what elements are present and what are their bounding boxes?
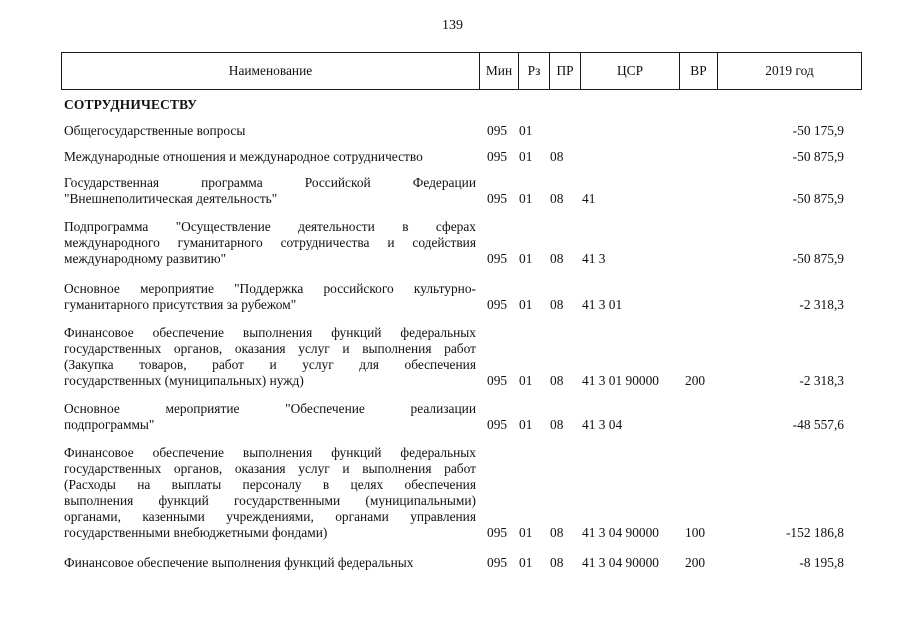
row-min: 095 <box>487 417 508 432</box>
row-name <box>64 555 476 571</box>
row-min: 095 <box>487 251 508 266</box>
row-pr: 08 <box>550 149 564 164</box>
row-sum: -152 186,8 <box>785 525 844 540</box>
row-rz: 01 <box>519 123 533 138</box>
row-min: 095 <box>487 149 508 164</box>
row-name-line: "Внешнеполитическая деятельность" <box>64 191 278 206</box>
row-sum: -2 318,3 <box>799 297 844 312</box>
page-number: 139 <box>442 18 463 33</box>
row-csr: 41 3 04 90000 <box>582 555 659 570</box>
row-sum: -50 175,9 <box>792 123 844 138</box>
row-name-line: государственных органов, оказания услуг и выполнения работ <box>64 461 476 476</box>
row-name-line: международному развитию" <box>64 251 227 266</box>
row-pr: 08 <box>550 297 564 312</box>
row-name <box>64 175 476 207</box>
row-rz: 01 <box>519 373 533 388</box>
row-name <box>64 445 476 541</box>
row-vr: 100 <box>685 525 706 540</box>
row-name-line: Финансовое обеспечение выполнения функций федеральных <box>64 445 476 460</box>
row-min: 095 <box>487 123 508 138</box>
row-csr: 41 3 01 90000 <box>582 373 659 388</box>
row-name-line: (Расходы на выплаты персоналу в целях обеспечения <box>64 477 476 492</box>
row-rz: 01 <box>519 525 533 540</box>
row-name <box>64 219 476 267</box>
row-name-line: Государственная программа Российской Федерации <box>64 175 476 190</box>
row-rz: 01 <box>519 191 533 206</box>
row-sum: -48 557,6 <box>792 417 844 432</box>
row-name <box>64 123 476 139</box>
row-name-line: Основное мероприятие "Обеспечение реализации <box>64 401 476 416</box>
row-rz: 01 <box>519 149 533 164</box>
row-name <box>64 325 476 389</box>
row-name-line: Международные отношения и международное сотрудничество <box>64 149 423 164</box>
table-header <box>61 52 862 90</box>
row-pr: 08 <box>550 555 564 570</box>
row-pr: 08 <box>550 417 564 432</box>
header-rz: Рз <box>518 53 549 89</box>
row-min: 095 <box>487 525 508 540</box>
row-rz: 01 <box>519 417 533 432</box>
row-sum: -50 875,9 <box>792 149 844 164</box>
row-pr: 08 <box>550 191 564 206</box>
row-name-line: (Закупка товаров, работ и услуг для обеспечения <box>64 357 476 372</box>
row-csr: 41 3 01 <box>582 297 623 312</box>
header-min: Мин <box>479 53 518 89</box>
row-rz: 01 <box>519 251 533 266</box>
row-rz: 01 <box>519 297 533 312</box>
row-name-line: Финансовое обеспечение выполнения функций федеральных <box>64 325 476 340</box>
row-name-line: выполнения функций государственными (муниципальными) <box>64 493 476 508</box>
row-name-line: Основное мероприятие "Поддержка российского культурно- <box>64 281 476 296</box>
row-name <box>64 281 476 313</box>
row-sum: -50 875,9 <box>792 251 844 266</box>
row-csr: 41 3 04 <box>582 417 623 432</box>
row-min: 095 <box>487 297 508 312</box>
row-name-line: органами, казенными учреждениями, органами управления <box>64 509 476 524</box>
row-name <box>64 401 476 433</box>
row-min: 095 <box>487 373 508 388</box>
row-name-line: Подпрограмма "Осуществление деятельности в сферах <box>64 219 476 234</box>
row-name-line: подпрограммы" <box>64 417 155 432</box>
row-min: 095 <box>487 191 508 206</box>
row-rz: 01 <box>519 555 533 570</box>
row-name-line: гуманитарного присутствия за рубежом" <box>64 297 297 312</box>
row-csr: 41 3 04 90000 <box>582 525 659 540</box>
row-vr: 200 <box>685 373 706 388</box>
row-sum: -8 195,8 <box>799 555 844 570</box>
header-pr: ПР <box>549 53 580 89</box>
section-title: СОТРУДНИЧЕСТВУ <box>64 97 198 112</box>
row-name-line: государственных органов, оказания услуг и выполнения работ <box>64 341 476 356</box>
header-vr: ВР <box>679 53 717 89</box>
row-sum: -50 875,9 <box>792 191 844 206</box>
row-pr: 08 <box>550 251 564 266</box>
row-name <box>64 149 476 165</box>
row-name-line: Общегосударственные вопросы <box>64 123 246 138</box>
row-name-line: государственных (муниципальных) нужд) <box>64 373 304 388</box>
row-csr: 41 <box>582 191 596 206</box>
row-name-line: международного гуманитарного сотрудничества и содействия <box>64 235 476 250</box>
row-pr: 08 <box>550 525 564 540</box>
row-min: 095 <box>487 555 508 570</box>
row-sum: -2 318,3 <box>799 373 844 388</box>
header-csr: ЦСР <box>580 53 679 89</box>
row-name-line: государственными внебюджетными фондами) <box>64 525 328 540</box>
row-pr: 08 <box>550 373 564 388</box>
row-name-line: Финансовое обеспечение выполнения функций федеральных <box>64 555 414 570</box>
header-name: Наименование <box>228 63 313 78</box>
row-csr: 41 3 <box>582 251 606 266</box>
header-year: 2019 год <box>717 53 861 89</box>
row-vr: 200 <box>685 555 706 570</box>
